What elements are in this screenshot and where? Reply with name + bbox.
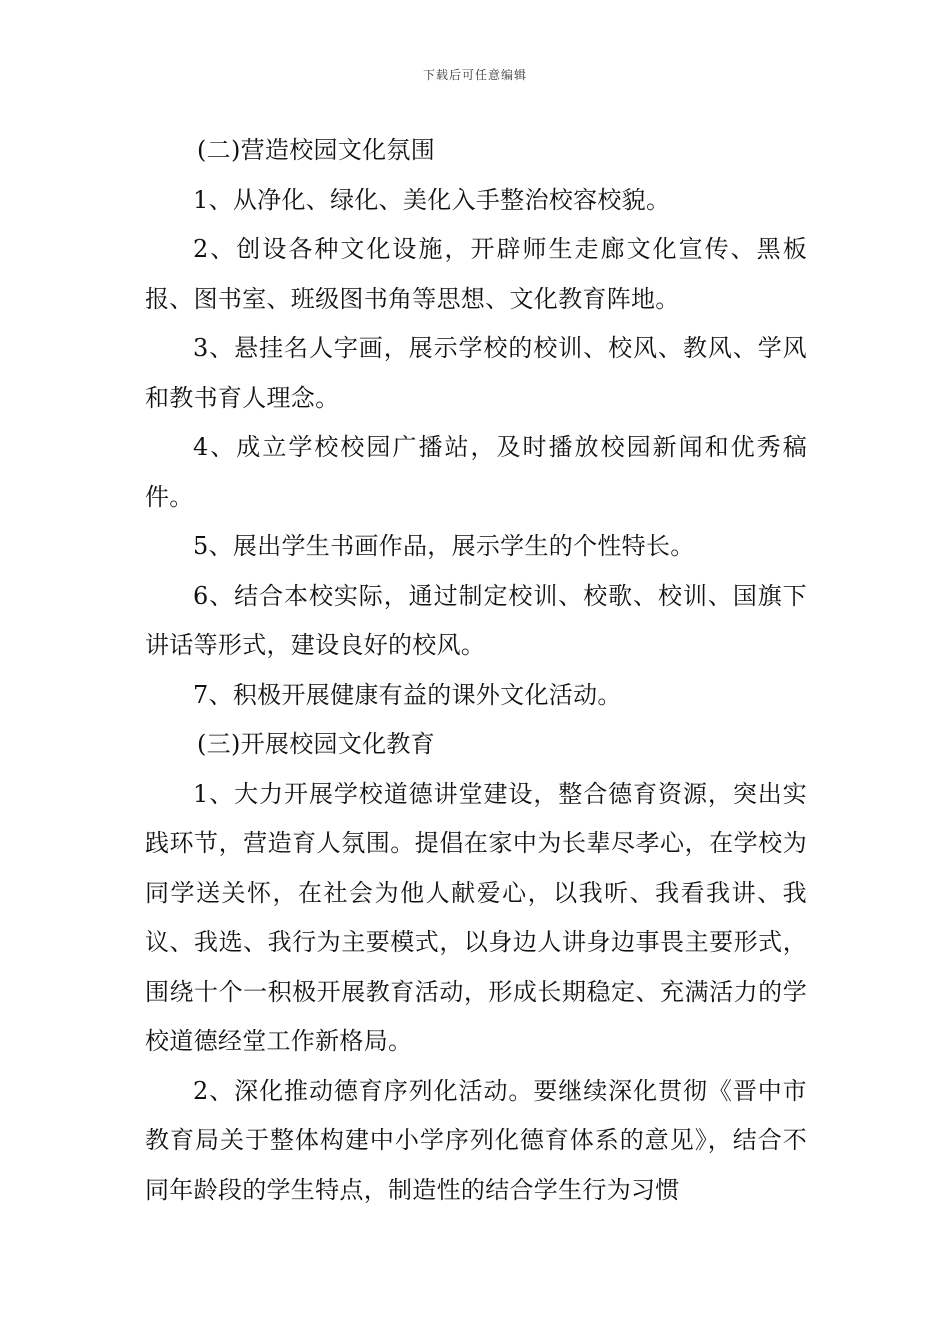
document-body: [145, 126, 807, 1215]
paragraph: 5、展出学生书画作品，展示学生的个性特长。: [193, 532, 695, 560]
paragraph: 2、深化推动德育序列化活动。要继续深化贯彻《晋中市教育局关于整体构建中小学序列化德育体系的意见》，结合不同年龄段的学生特点，制造性的结合学生行为习惯: [145, 1076, 807, 1204]
paragraph: 4、成立学校校园广播站，及时播放校园新闻和优秀稿件。: [145, 433, 807, 511]
paragraph: 1、从净化、绿化、美化入手整治校容校貌。: [193, 185, 671, 214]
paragraph: 7、积极开展健康有益的课外文化活动。: [193, 680, 622, 709]
section-heading-2: (二)营造校园文化氛围: [197, 136, 436, 164]
paragraph: 6、结合本校实际，通过制定校训、校歌、校训、国旗下讲话等形式，建设良好的校风。: [145, 581, 807, 659]
section-heading-3: (三)开展校园文化教育: [197, 730, 436, 758]
paragraph: 3、悬挂名人字画，展示学校的校训、校风、教风、学风和教书育人理念。: [145, 334, 807, 412]
paragraph: 2、创设各种文化设施，开辟师生走廊文化宣传、黑板报、图书室、班级图书角等思想、文化教育阵地。: [145, 235, 807, 313]
paragraph: 1、大力开展学校道德讲堂建设，整合德育资源，突出实践环节，营造育人氛围。提倡在家中为长辈尽孝心，在学校为同学送关怀，在社会为他人献爱心，以我听、我看我讲、我议、我选、我行为主要模式，以身边人讲身边事畏主要形式，围绕十个一积极开展教育活动，形成长期稳定、充满活力的学校道德经堂工作新格局。: [145, 779, 807, 1055]
page-header-note: 下载后可任意编辑: [422, 68, 527, 82]
